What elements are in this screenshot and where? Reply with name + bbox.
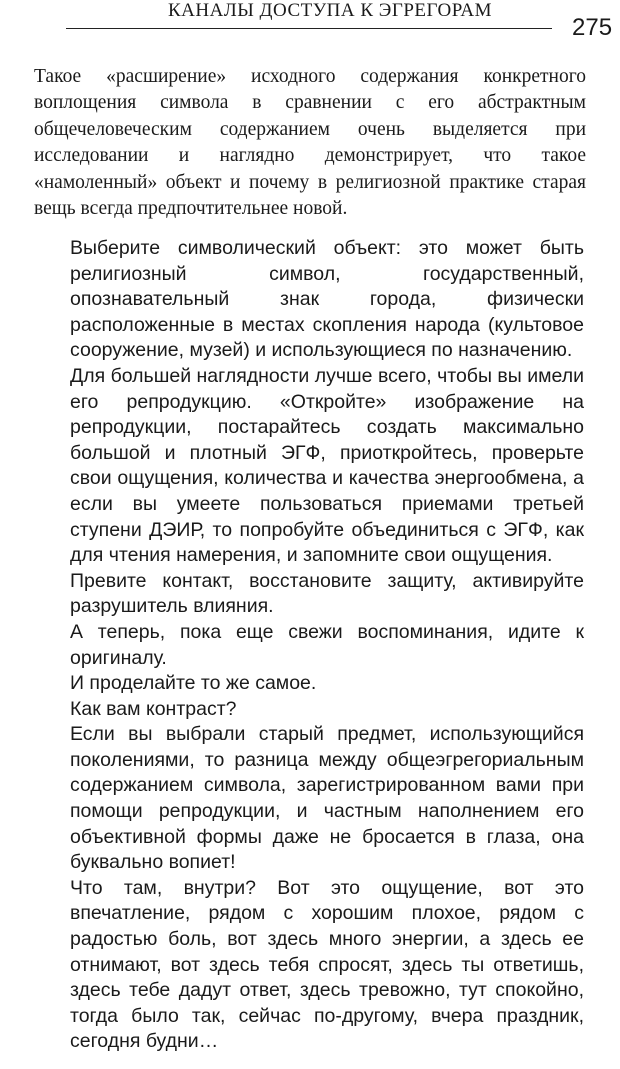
exercise-paragraph: А теперь, пока еще свежи воспоминания, идите к оригиналу. [70, 620, 584, 669]
exercise-paragraph: Выберите символический объект: это может быть религиозный символ, государственный, опознавательный знак города, физически расположенные в местах скопления народа (культовое сооружение, музей) и использующиеся по назначению. [70, 237, 584, 362]
exercise-paragraph: И проделайте то же самое. [70, 672, 317, 695]
header-rule [66, 28, 552, 29]
body-paragraph [34, 64, 586, 222]
page-number: 275 [572, 14, 613, 41]
exercise-block [70, 236, 584, 1055]
exercise-paragraph: Для большей наглядности лучше всего, чтобы вы имели его репродукцию. «Откройте» изображение на репродукции, постарайтесь создать максимально большой и плотный ЭГФ, приоткройтесь, проверьте свои ощущения, количества и качества энергообмена, а если вы умеете пользоваться приемами третьей ступени ДЭИР, то попробуйте объединиться с ЭГФ, как для чтения намерения, и запомните свои ощущения. [70, 364, 584, 567]
exercise-paragraph: Как вам контраст? [70, 697, 237, 720]
running-head: КАНАЛЫ ДОСТУПА К ЭГРЕГОРАМ [168, 0, 492, 21]
exercise-paragraph: Что там, внутри? Вот это ощущение, вот это впечатление, рядом с хорошим плохое, рядом с радостью боль, вот здесь много энергии, а здесь ее отнимают, вот здесь тебя спросят, здесь ты ответишь, здесь тебе дадут ответ, здесь тревожно, тут спокойно, тогда было так, сейчас по-другому, вчера праздник, сегодня будни… [70, 876, 584, 1053]
exercise-paragraph: Если вы выбрали старый предмет, использующийся поколениями, то разница между общеэгрегориальным содержанием символа, зарегистрированном вами при помощи репродукции, и частным наполнением его объективной формы даже не бросается в глаза, она буквально вопиет! [70, 723, 584, 874]
body-paragraph-text: Такое «расширение» исходного содержания конкретного воплощения символа в сравнении с его абстрактным общечеловеческим содержанием очень выделяется при исследовании и наглядно демонстрирует, что такое «намоленный» объект и почему в религиозной практике старая вещь всегда предпочтительнее новой. [34, 66, 586, 220]
exercise-paragraph: Превите контакт, восстановите защиту, активируйте разрушитель влияния. [70, 569, 584, 618]
